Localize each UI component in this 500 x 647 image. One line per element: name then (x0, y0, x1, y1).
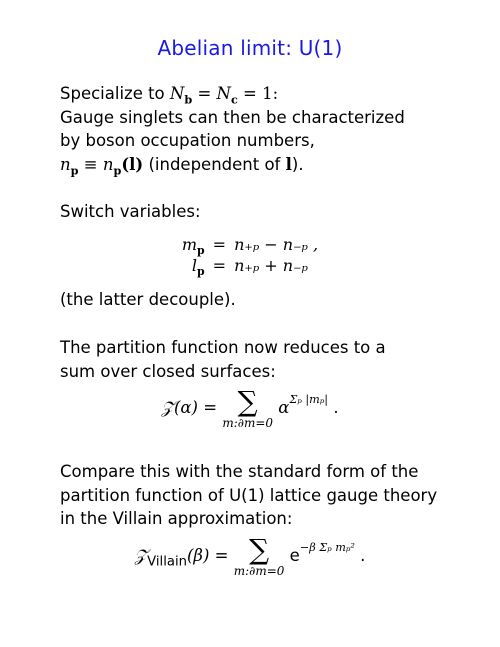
paragraph-switch-variables: Switch variables: (60, 202, 201, 221)
math-exponent: −β Σₚ mₚ² (299, 540, 355, 554)
paragraph-partition-function (60, 336, 480, 383)
sigma-symbol: ∑ (237, 385, 258, 418)
line-compare: Compare this with the standard form of the (60, 462, 419, 481)
line-boson-occupation: by boson occupation numbers, (60, 131, 315, 150)
equation-villain (0, 533, 500, 578)
math-exponent: Σₚ |mₚ| (289, 392, 329, 406)
math-equals: = (212, 235, 227, 254)
line-partition-u1: partition function of U(1) lattice gauge theory (60, 485, 438, 505)
math-lhs: 𝒵 (134, 546, 148, 565)
math-tail: = 1: (237, 84, 279, 103)
paragraph-specialize (60, 82, 480, 176)
math-rhs: n₊ₚ + n₋ₚ (234, 256, 308, 275)
sum-operator (222, 385, 274, 430)
text: ). (291, 154, 304, 174)
math-subscript: b (184, 92, 193, 107)
math-base: α (278, 398, 290, 417)
math-equals: = (192, 84, 217, 103)
line-partition-reduces: The partition function now reduces to a (60, 338, 386, 357)
aligned-equations (178, 234, 322, 279)
math-argument: (β) = (186, 546, 229, 565)
math-symbol: N (169, 84, 185, 103)
math-period: . (360, 546, 366, 565)
equation-row-l (178, 255, 322, 276)
math-subscript: Villain (147, 554, 187, 570)
equation-switch-variables (0, 234, 500, 279)
math-symbol: N (216, 84, 231, 103)
paragraph-villain (60, 460, 480, 531)
line-specialize (60, 82, 480, 106)
sum-subscript: m:∂m=0 (233, 564, 285, 578)
math-symbol: n (60, 154, 71, 174)
math-symbol: n (102, 154, 114, 174)
text: Specialize to (60, 84, 170, 103)
math-rhs: n₊ₚ − n₋ₚ , (234, 235, 319, 254)
math-symbol: m (181, 235, 198, 254)
math-equiv: ≡ (78, 154, 103, 174)
line-closed-surfaces: sum over closed surfaces: (60, 361, 276, 381)
math-lhs: 𝒵(α) = (161, 398, 218, 417)
math-subscript: c (230, 92, 238, 107)
math-subscript: p (197, 265, 205, 279)
math-subscript: p (197, 244, 205, 258)
math-base: e (289, 546, 300, 565)
math-subscript: p (113, 162, 122, 177)
equation-partition-alpha (0, 385, 500, 430)
sigma-symbol: ∑ (249, 533, 270, 566)
line-latter-decouple: (the latter decouple). (60, 290, 236, 309)
math-argument: (l) (121, 154, 144, 174)
sum-operator (233, 533, 285, 578)
math-period: . (333, 398, 339, 417)
line-n-definition (60, 153, 480, 177)
math-symbol: l (285, 154, 292, 174)
math-equals: = (212, 256, 227, 275)
text: (independent of (143, 154, 286, 174)
sum-subscript: m:∂m=0 (222, 416, 274, 430)
line-gauge-singlets: Gauge singlets can then be characterized (60, 107, 405, 127)
line-villain-approx: in the Villain approximation: (60, 509, 293, 528)
slide-title: Abelian limit: U(1) (157, 36, 343, 60)
math-symbol: l (191, 256, 198, 275)
equation-row-m (178, 234, 322, 255)
math-subscript: p (70, 162, 79, 177)
